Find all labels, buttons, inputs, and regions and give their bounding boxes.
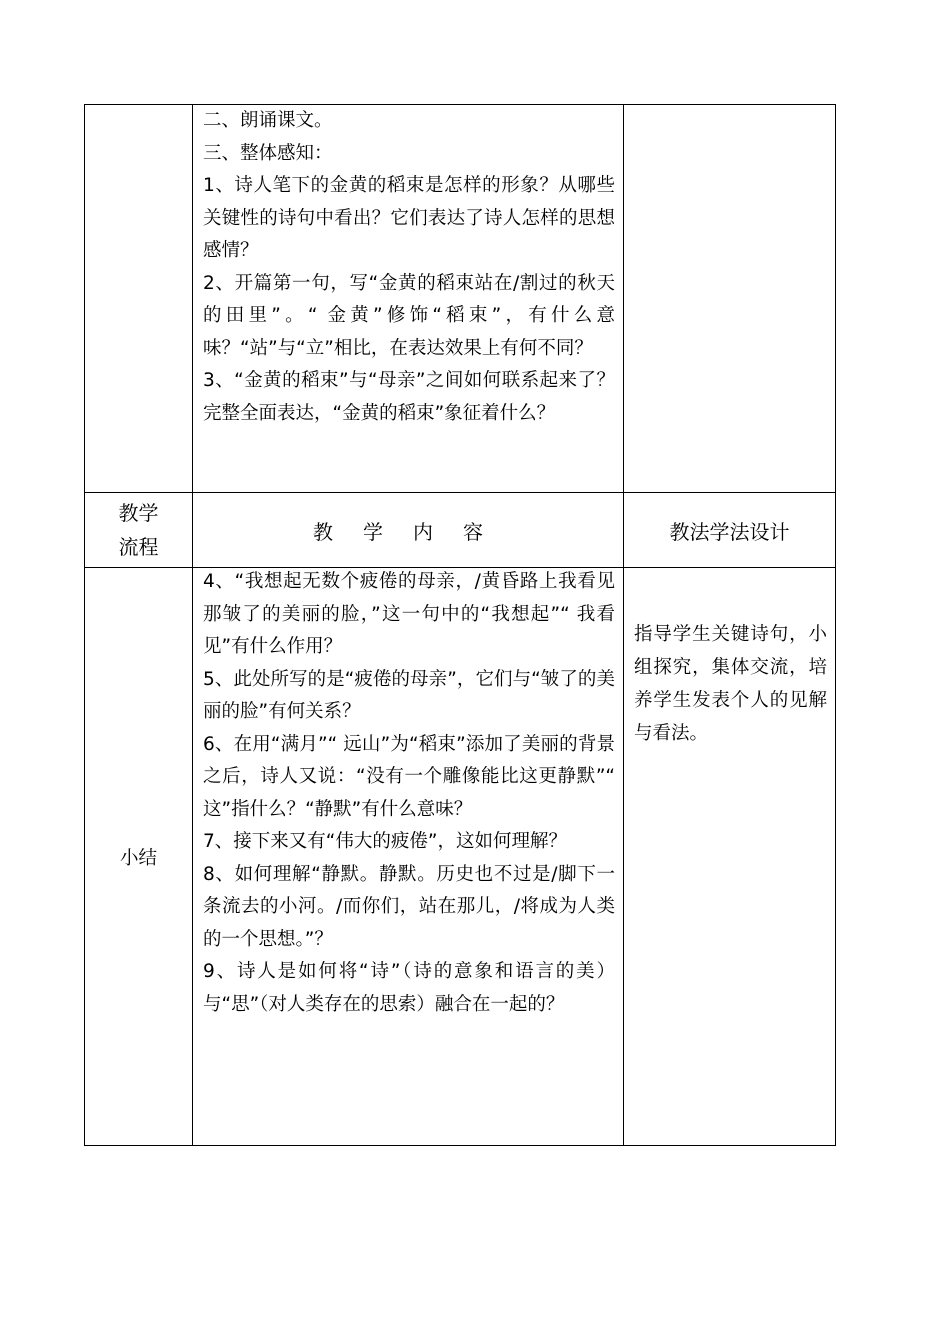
empty-cell bbox=[85, 105, 193, 493]
top-content bbox=[193, 105, 623, 430]
content-line: 8、如何理解“静默。静默。历史也不过是/脚下一条流去的小河。/而你们，站在那儿，/将成为人类的一个思想。”？ bbox=[203, 863, 615, 950]
content-line: 7、接下来又有“伟大的疲倦”，这如何理解？ bbox=[203, 831, 567, 852]
content-line: 2、开篇第一句，写“金黄的稻束站在/割过的秋天的田里”。“ 金黄”修饰“稻束”，有什么意味？“站”与“立”相比，在表达效果上有何不同？ bbox=[203, 272, 615, 359]
table-header-row bbox=[85, 493, 836, 568]
summary-label: 小结 bbox=[85, 568, 193, 1146]
content-line: 1、诗人笔下的金黄的稻束是怎样的形象？从哪些关键性的诗句中看出？它们表达了诗人怎样的思想感情？ bbox=[203, 175, 615, 261]
content-line: 三、整体感知： bbox=[203, 142, 333, 164]
method-note: 指导学生关键诗句，小组探究，集体交流，培养学生发表个人的见解与看法。 bbox=[624, 568, 836, 1146]
table-row bbox=[85, 105, 836, 493]
content-line: 6、在用“满月”“ 远山”为“稻束”添加了美丽的背景之后，诗人又说：“没有一个雕像能比这更静默”“ 这”指什么？“静默”有什么意味？ bbox=[203, 733, 615, 820]
empty-cell bbox=[624, 105, 836, 493]
lesson-plan-table bbox=[84, 104, 836, 1146]
header-method: 教法学法设计 bbox=[624, 493, 836, 568]
header-process bbox=[85, 493, 193, 568]
header-content: 教学内容 bbox=[193, 493, 624, 568]
content-cell bbox=[193, 568, 624, 1146]
content-line: 5、此处所写的是“疲倦的母亲”，它们与“皱了的美丽的脸”有何关系？ bbox=[203, 668, 615, 722]
header-process-label: 教学流程 bbox=[118, 501, 159, 559]
summary-content bbox=[193, 566, 623, 1021]
content-line: 二、朗诵课文。 bbox=[203, 110, 333, 131]
content-line: 3、“金黄的稻束”与“母亲”之间如何联系起来了？完整全面表达，“金黄的稻束”象征着什么？ bbox=[203, 370, 615, 424]
content-line: 4、“我想起无数个疲倦的母亲，/黄昏路上我看见那皱了的美丽的脸，”这一句中的“我想起”“ 我看见”有什么作用？ bbox=[203, 571, 615, 657]
content-line: 9、诗人是如何将“诗”（诗的意象和语言的美）与“思”（对人类存在的思索）融合在一起的？ bbox=[203, 961, 615, 1015]
content-cell bbox=[193, 105, 624, 493]
table-row bbox=[85, 568, 836, 1146]
